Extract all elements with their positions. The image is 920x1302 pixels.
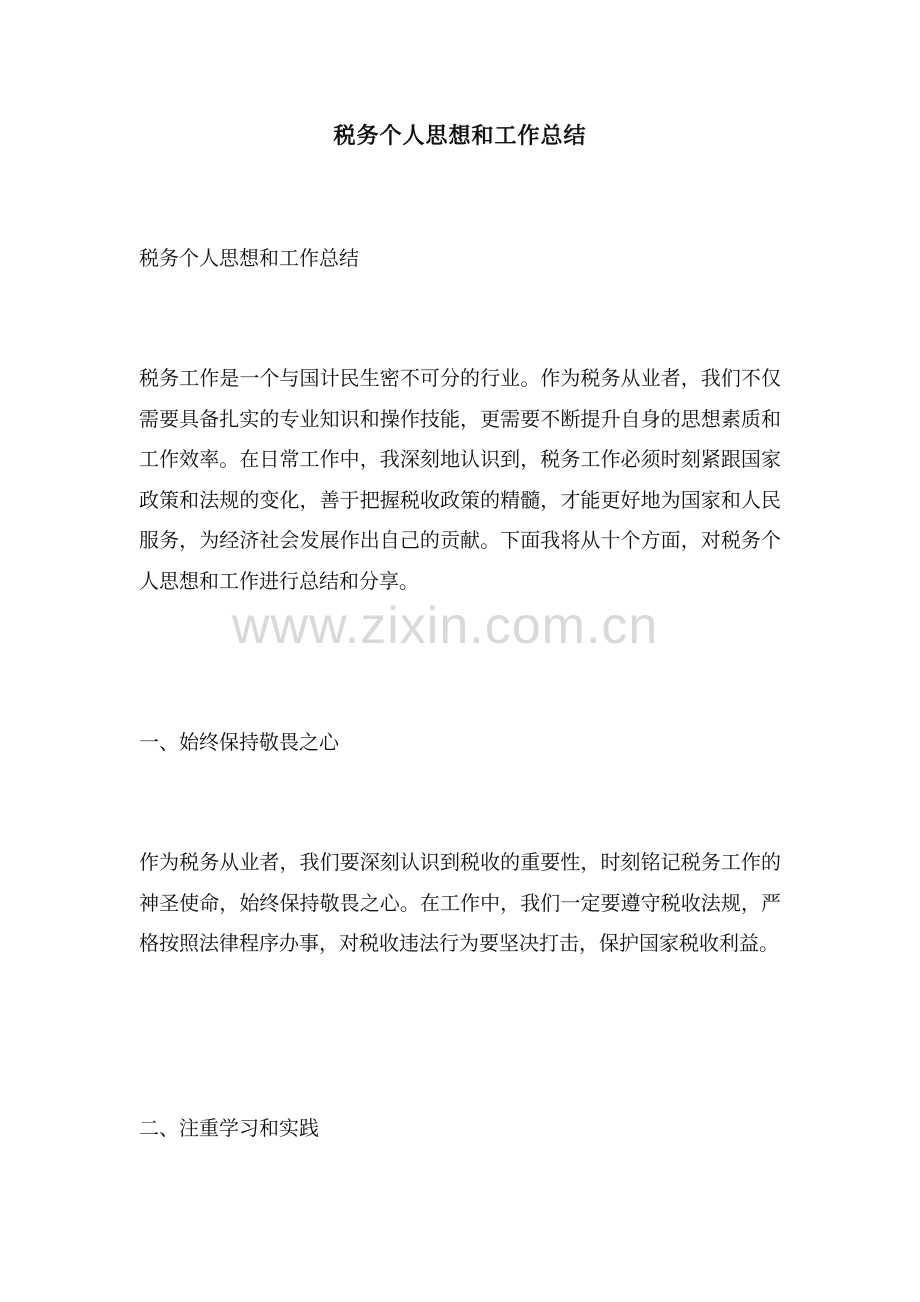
- section-paragraph-1: 作为税务从业者，我们要深刻认识到税收的重要性，时刻铭记税务工作的神圣使命，始终保持敬畏之心。在工作中，我们一定要遵守税收法规，严格按照法律程序办事，对税收违法行为要坚决打击，保护国家税收利益。: [139, 850, 781, 956]
- watermark: www.zixin.com.cn: [232, 597, 659, 655]
- section-heading-2: 二、注重学习和实践: [139, 1116, 319, 1140]
- section-heading-1: 一、始终保持敬畏之心: [139, 730, 339, 754]
- intro-paragraph: 税务工作是一个与国计民生密不可分的行业。作为税务从业者，我们不仅需要具备扎实的专业知识和操作技能，更需要不断提升自身的思想素质和工作效率。在日常工作中，我深刻地认识到，税务工作必须时刻紧跟国家政策和法规的变化，善于把握税收政策的精髓，才能更好地为国家和人民服务，为经济社会发展作出自己的贡献。下面我将从十个方面，对税务个人思想和工作进行总结和分享。: [139, 366, 781, 593]
- document-title: 税务个人思想和工作总结: [333, 123, 587, 149]
- document-subtitle: 税务个人思想和工作总结: [139, 246, 359, 270]
